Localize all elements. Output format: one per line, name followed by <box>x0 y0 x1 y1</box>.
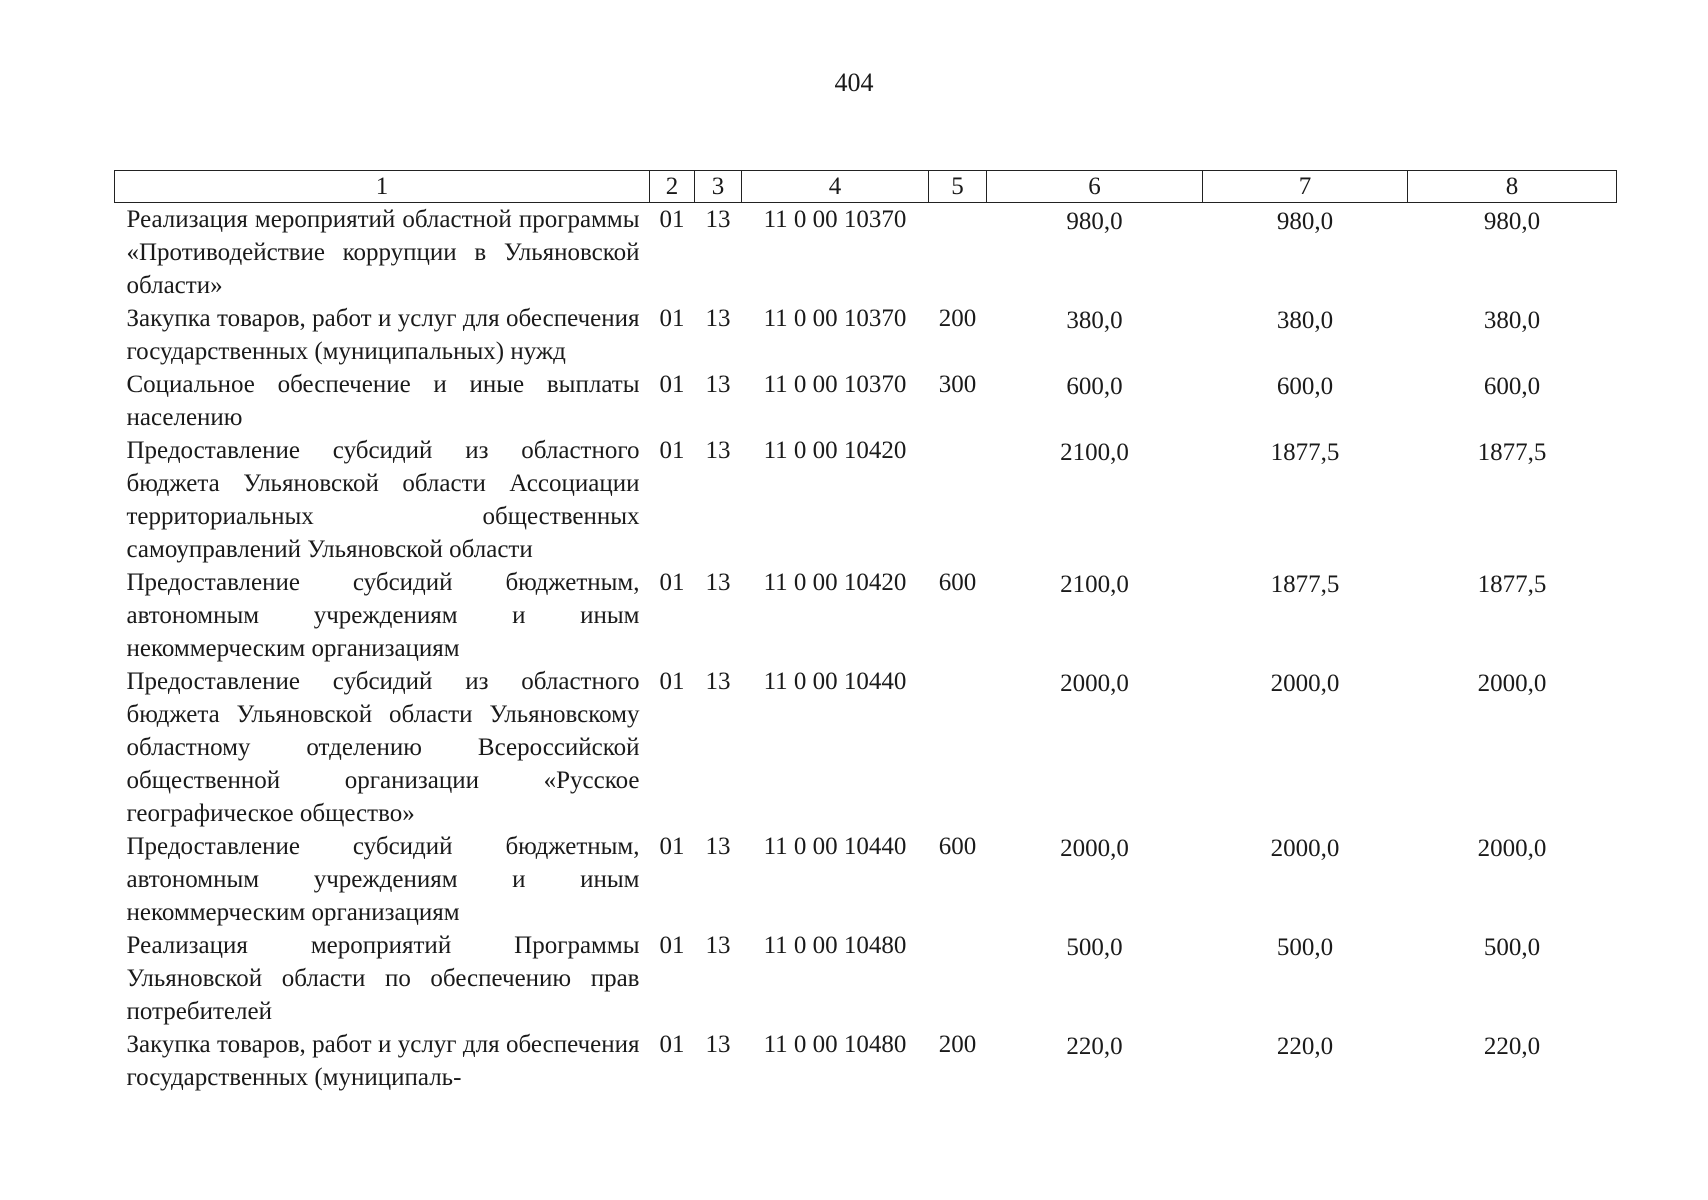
row-value-6: 2100,0 <box>1060 571 1129 598</box>
header-col-1: 1 <box>115 171 650 203</box>
header-col-2: 2 <box>650 171 695 203</box>
row-name: Социальное обеспечение и иные выплаты населению <box>126 371 640 431</box>
row-vr: 600 <box>938 833 977 860</box>
header-col-5: 5 <box>929 171 987 203</box>
row-value-8: 380,0 <box>1483 307 1541 334</box>
row-vr: 200 <box>938 305 977 332</box>
row-name: Реализация мероприятий Программы Ульяновской области по обеспечению прав потребителей <box>126 932 640 1025</box>
row-name: Закупка товаров, работ и услуг для обеспечения государственных (муниципаль- <box>126 1031 640 1091</box>
table-row <box>115 434 1617 566</box>
row-pr: 13 <box>705 305 731 332</box>
row-kcsr: 11 0 00 10370 <box>763 206 907 233</box>
row-name: Предоставление субсидий из областного бюджета Ульяновской области Ассоциации территориальных общественных самоуправлений Ульяновской области <box>126 437 640 563</box>
row-value-6: 2000,0 <box>1060 670 1129 697</box>
row-value-8: 220,0 <box>1483 1033 1541 1060</box>
row-name: Предоставление субсидий бюджетным, автономным учреждениям и иным некоммерческим организациям <box>126 833 640 926</box>
table-body <box>115 203 1617 1095</box>
row-value-6: 2000,0 <box>1060 835 1129 862</box>
row-value-7: 980,0 <box>1276 208 1334 235</box>
row-value-7: 380,0 <box>1276 307 1334 334</box>
row-value-7: 500,0 <box>1276 934 1334 961</box>
row-pr: 13 <box>705 437 731 464</box>
row-name: Реализация мероприятий областной программы «Противодействие коррупции в Ульяновской области» <box>126 206 640 299</box>
row-value-7: 1877,5 <box>1270 439 1340 466</box>
row-pr: 13 <box>705 1031 731 1058</box>
budget-table <box>114 170 1617 1094</box>
row-value-8: 2000,0 <box>1477 670 1547 697</box>
row-rz: 01 <box>659 437 685 464</box>
row-kcsr: 11 0 00 10420 <box>763 569 907 596</box>
row-vr: 200 <box>938 1031 977 1058</box>
row-value-6: 380,0 <box>1066 307 1123 334</box>
row-rz: 01 <box>659 668 685 695</box>
header-col-8: 8 <box>1408 171 1617 203</box>
table-row <box>115 302 1617 368</box>
row-value-8: 980,0 <box>1483 208 1541 235</box>
row-pr: 13 <box>705 668 731 695</box>
row-value-7: 2000,0 <box>1270 835 1340 862</box>
row-vr: 600 <box>938 569 977 596</box>
table-row <box>115 203 1617 303</box>
row-kcsr: 11 0 00 10480 <box>763 1031 907 1058</box>
row-value-8: 600,0 <box>1483 373 1541 400</box>
row-value-6: 600,0 <box>1066 373 1123 400</box>
row-pr: 13 <box>705 371 731 398</box>
row-value-7: 2000,0 <box>1270 670 1340 697</box>
row-name: Предоставление субсидий бюджетным, автономным учреждениям и иным некоммерческим организациям <box>126 569 640 662</box>
row-value-8: 500,0 <box>1483 934 1541 961</box>
row-rz: 01 <box>659 305 685 332</box>
table-header <box>115 171 1617 203</box>
row-value-8: 2000,0 <box>1477 835 1547 862</box>
row-name: Закупка товаров, работ и услуг для обеспечения государственных (муниципальных) нужд <box>126 305 640 365</box>
row-pr: 13 <box>705 569 731 596</box>
row-value-7: 1877,5 <box>1270 571 1340 598</box>
row-rz: 01 <box>659 932 685 959</box>
row-value-6: 2100,0 <box>1060 439 1129 466</box>
row-kcsr: 11 0 00 10420 <box>763 437 907 464</box>
row-rz: 01 <box>659 206 685 233</box>
row-name: Предоставление субсидий из областного бюджета Ульяновской области Ульяновскому областному отделению Всероссийской общественной организации «Русское географическое общество» <box>126 668 640 827</box>
row-pr: 13 <box>705 833 731 860</box>
row-rz: 01 <box>659 833 685 860</box>
page-number: 404 <box>834 68 874 97</box>
row-value-6: 500,0 <box>1066 934 1123 961</box>
row-value-8: 1877,5 <box>1477 571 1547 598</box>
row-rz: 01 <box>659 1031 685 1058</box>
table-row <box>115 368 1617 434</box>
row-kcsr: 11 0 00 10370 <box>763 371 907 398</box>
row-vr <box>929 203 987 303</box>
row-value-7: 600,0 <box>1276 373 1334 400</box>
header-col-3: 3 <box>695 171 742 203</box>
header-col-4: 4 <box>742 171 929 203</box>
row-vr: 300 <box>938 371 977 398</box>
row-pr: 13 <box>705 932 731 959</box>
row-kcsr: 11 0 00 10480 <box>763 932 907 959</box>
row-pr: 13 <box>705 206 731 233</box>
row-vr <box>929 434 987 566</box>
header-col-7: 7 <box>1203 171 1408 203</box>
row-rz: 01 <box>659 569 685 596</box>
row-value-6: 980,0 <box>1066 208 1123 235</box>
header-col-6: 6 <box>987 171 1203 203</box>
table-row <box>115 566 1617 665</box>
row-kcsr: 11 0 00 10440 <box>763 668 907 695</box>
table-row <box>115 929 1617 1028</box>
table-row <box>115 1028 1617 1094</box>
row-rz: 01 <box>659 371 685 398</box>
table-row <box>115 830 1617 929</box>
row-vr <box>929 665 987 830</box>
row-kcsr: 11 0 00 10440 <box>763 833 907 860</box>
row-value-7: 220,0 <box>1276 1033 1334 1060</box>
row-value-8: 1877,5 <box>1477 439 1547 466</box>
row-vr <box>929 929 987 1028</box>
row-value-6: 220,0 <box>1066 1033 1123 1060</box>
header-row <box>115 171 1617 203</box>
row-kcsr: 11 0 00 10370 <box>763 305 907 332</box>
table-row <box>115 665 1617 830</box>
